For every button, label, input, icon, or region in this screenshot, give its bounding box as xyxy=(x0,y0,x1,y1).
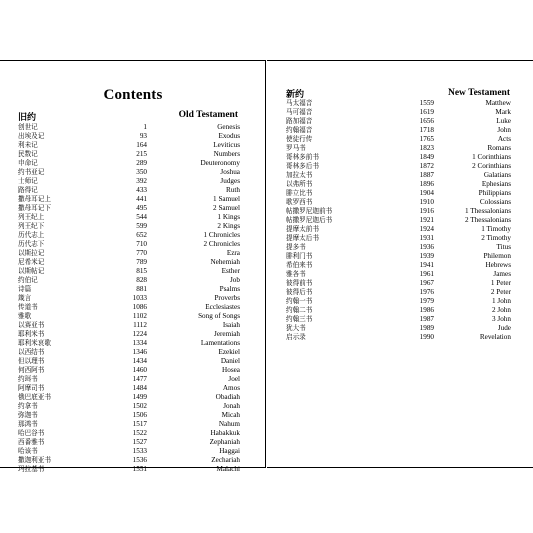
book-name-en: Zechariah xyxy=(211,456,240,464)
book-page-number: 1986 xyxy=(419,306,434,314)
book-page-number: 1910 xyxy=(419,198,434,206)
book-row xyxy=(18,123,240,132)
book-name-cn: 启示录 xyxy=(286,333,306,341)
book-name-cn: 历代志下 xyxy=(18,240,45,248)
book-page-number: 1102 xyxy=(132,312,147,320)
book-name-cn: 弥迦书 xyxy=(18,411,38,419)
book-page-number: 93 xyxy=(139,132,147,140)
book-name-en: Obadiah xyxy=(215,393,240,401)
book-row xyxy=(18,258,240,267)
book-page-number: 1346 xyxy=(132,348,147,356)
book-name-en: Exodus xyxy=(218,132,240,140)
book-name-cn: 何西阿书 xyxy=(18,366,45,374)
book-name-cn: 诗篇 xyxy=(18,285,32,293)
book-page-number: 215 xyxy=(136,150,147,158)
book-name-en: Mark xyxy=(495,108,511,116)
book-page-number: 350 xyxy=(136,168,147,176)
book-row xyxy=(18,231,240,240)
book-row xyxy=(286,189,511,198)
book-page-number: 1460 xyxy=(132,366,147,374)
book-name-cn: 以赛亚书 xyxy=(18,321,45,329)
book-row xyxy=(286,225,511,234)
book-name-cn: 使徒行传 xyxy=(286,135,313,143)
book-name-cn: 罗马书 xyxy=(286,144,306,152)
book-page-number: 599 xyxy=(136,222,147,230)
book-name-en: Daniel xyxy=(220,357,240,365)
book-name-cn: 犹大书 xyxy=(286,324,306,332)
book-name-en: Psalms xyxy=(219,285,240,293)
book-row xyxy=(18,348,240,357)
book-name-cn: 俄巴底亚书 xyxy=(18,393,51,401)
book-row xyxy=(18,375,240,384)
book-page-number: 544 xyxy=(136,213,147,221)
book-name-cn: 雅歌 xyxy=(18,312,32,320)
left-page xyxy=(0,60,266,473)
book-page-number: 1765 xyxy=(419,135,434,143)
book-name-en: Luke xyxy=(496,117,511,125)
book-page-number: 1 xyxy=(143,123,147,131)
book-row xyxy=(18,213,240,222)
book-name-cn: 歌罗西书 xyxy=(286,198,313,206)
book-name-cn: 约珥书 xyxy=(18,375,38,383)
book-page-number: 1086 xyxy=(132,303,147,311)
book-page-number: 1522 xyxy=(132,429,147,437)
book-row xyxy=(18,438,240,447)
book-row xyxy=(18,141,240,150)
book-page-number: 1502 xyxy=(132,402,147,410)
book-row xyxy=(18,186,240,195)
book-name-cn: 彼得前书 xyxy=(286,279,313,287)
book-row xyxy=(18,402,240,411)
book-row xyxy=(286,144,511,153)
book-row xyxy=(18,285,240,294)
book-row xyxy=(18,303,240,312)
book-name-en: Joel xyxy=(228,375,240,383)
book-page-number: 1967 xyxy=(419,279,434,287)
book-name-en: Titus xyxy=(496,243,511,251)
book-name-cn: 耶利米书 xyxy=(18,330,45,338)
book-page-number: 1941 xyxy=(419,261,434,269)
book-row xyxy=(286,261,511,270)
book-page-number: 1718 xyxy=(419,126,434,134)
book-name-en: Lamentations xyxy=(200,339,240,347)
new-testament-heading-cn: 新约 xyxy=(286,90,305,100)
book-page-number: 881 xyxy=(136,285,147,293)
book-row xyxy=(18,339,240,348)
book-page-number: 433 xyxy=(136,186,147,194)
book-name-cn: 撒迦利亚书 xyxy=(18,456,51,464)
book-name-en: Romans xyxy=(487,144,511,152)
book-name-cn: 彼得后书 xyxy=(286,288,313,296)
book-page-number: 1656 xyxy=(419,117,434,125)
book-row xyxy=(18,195,240,204)
book-row xyxy=(286,306,511,315)
book-row xyxy=(18,132,240,141)
book-page-number: 1499 xyxy=(132,393,147,401)
book-row xyxy=(18,420,240,429)
book-row xyxy=(286,180,511,189)
book-page-number: 1979 xyxy=(419,297,434,305)
book-row xyxy=(286,324,511,333)
book-row xyxy=(286,108,511,117)
book-name-en: Joshua xyxy=(220,168,240,176)
book-row xyxy=(286,216,511,225)
book-name-cn: 马太福音 xyxy=(286,99,313,107)
book-name-en: Revelation xyxy=(479,333,511,341)
book-row xyxy=(286,171,511,180)
book-name-en: Numbers xyxy=(213,150,240,158)
book-name-cn: 约翰福音 xyxy=(286,126,313,134)
book-page-number: 1619 xyxy=(419,108,434,116)
book-name-cn: 哥林多后书 xyxy=(286,162,319,170)
book-name-en: 2 Samuel xyxy=(213,204,240,212)
book-name-cn: 约翰三书 xyxy=(286,315,313,323)
book-name-cn: 民数记 xyxy=(18,150,38,158)
book-name-cn: 玛拉基书 xyxy=(18,465,45,473)
book-page-number: 710 xyxy=(136,240,147,248)
book-row xyxy=(286,162,511,171)
book-name-cn: 腓利门书 xyxy=(286,252,313,260)
book-page-number: 392 xyxy=(136,177,147,185)
book-name-cn: 路得记 xyxy=(18,186,38,194)
book-page-number: 1517 xyxy=(132,420,147,428)
book-page-number: 1849 xyxy=(419,153,434,161)
book-row xyxy=(286,333,511,342)
book-name-en: John xyxy=(497,126,511,134)
book-name-cn: 撒母耳记上 xyxy=(18,195,51,203)
book-row xyxy=(286,234,511,243)
new-testament-heading-en: New Testament xyxy=(447,88,510,98)
book-row xyxy=(286,135,511,144)
book-name-en: 1 Samuel xyxy=(213,195,240,203)
book-name-en: Colossians xyxy=(479,198,511,206)
book-row xyxy=(18,456,240,465)
book-page-number: 1987 xyxy=(419,315,434,323)
book-name-en: 2 John xyxy=(492,306,511,314)
book-name-en: Acts xyxy=(497,135,511,143)
book-page-number: 652 xyxy=(136,231,147,239)
book-row xyxy=(286,315,511,324)
book-page-number: 1484 xyxy=(132,384,147,392)
book-row xyxy=(18,276,240,285)
book-row xyxy=(18,366,240,375)
book-row xyxy=(18,249,240,258)
book-name-en: Ezra xyxy=(226,249,240,257)
book-row xyxy=(18,321,240,330)
book-page-number: 1961 xyxy=(419,270,434,278)
book-name-en: 2 Kings xyxy=(217,222,240,230)
book-page-number: 815 xyxy=(136,267,147,275)
book-name-en: Ruth xyxy=(226,186,240,194)
book-row xyxy=(286,279,511,288)
book-page-number: 1936 xyxy=(419,243,434,251)
book-name-cn: 箴言 xyxy=(18,294,32,302)
book-page-number: 164 xyxy=(136,141,147,149)
book-page-number: 1904 xyxy=(419,189,434,197)
book-name-cn: 约伯记 xyxy=(18,276,38,284)
book-row xyxy=(286,288,511,297)
book-name-cn: 列王纪上 xyxy=(18,213,45,221)
book-page-number: 1989 xyxy=(419,324,434,332)
book-name-en: Nahum xyxy=(218,420,240,428)
book-name-en: 1 Peter xyxy=(490,279,511,287)
book-name-en: 2 Timothy xyxy=(481,234,511,242)
book-page-number: 789 xyxy=(136,258,147,266)
book-row xyxy=(286,198,511,207)
book-name-cn: 以斯拉记 xyxy=(18,249,45,257)
book-name-cn: 创世记 xyxy=(18,123,38,131)
old-testament-heading-en: Old Testament xyxy=(178,110,238,120)
book-name-cn: 出埃及记 xyxy=(18,132,45,140)
book-page-number: 441 xyxy=(136,195,147,203)
book-page-number: 1506 xyxy=(132,411,147,419)
book-row xyxy=(18,177,240,186)
book-name-en: Galatians xyxy=(483,171,511,179)
book-row xyxy=(286,99,511,108)
book-page-number: 1939 xyxy=(419,252,434,260)
book-name-en: Ecclesiastes xyxy=(205,303,240,311)
book-name-en: James xyxy=(493,270,511,278)
book-row xyxy=(18,267,240,276)
book-name-en: Hebrews xyxy=(485,261,511,269)
book-name-en: Habakkuk xyxy=(210,429,240,437)
book-name-en: Jeremiah xyxy=(214,330,240,338)
book-name-cn: 提多书 xyxy=(286,243,306,251)
book-page-number: 1434 xyxy=(132,357,147,365)
book-page-number: 1976 xyxy=(419,288,434,296)
book-row xyxy=(18,465,240,474)
book-page-number: 1533 xyxy=(132,447,147,455)
book-row xyxy=(286,126,511,135)
book-name-cn: 马可福音 xyxy=(286,108,313,116)
book-name-cn: 提摩太后书 xyxy=(286,234,319,242)
book-page-number: 495 xyxy=(136,204,147,212)
book-name-cn: 腓立比书 xyxy=(286,189,313,197)
book-name-cn: 传道书 xyxy=(18,303,38,311)
book-name-cn: 那鸿书 xyxy=(18,420,38,428)
book-name-en: Malachi xyxy=(216,465,240,473)
book-name-en: Ephesians xyxy=(481,180,511,188)
book-name-cn: 以西结书 xyxy=(18,348,45,356)
book-row xyxy=(286,243,511,252)
book-name-cn: 哥林多前书 xyxy=(286,153,319,161)
book-name-cn: 约翰二书 xyxy=(286,306,313,314)
book-page-number: 1334 xyxy=(132,339,147,347)
book-name-en: 1 Corinthians xyxy=(472,153,511,161)
book-page-number: 1551 xyxy=(132,465,147,473)
book-row xyxy=(18,159,240,168)
book-page-number: 1990 xyxy=(419,333,434,341)
book-name-cn: 申命记 xyxy=(18,159,38,167)
book-row xyxy=(286,252,511,261)
book-name-cn: 耶利米哀歌 xyxy=(18,339,51,347)
book-row xyxy=(18,294,240,303)
book-name-en: Jude xyxy=(497,324,511,332)
old-testament-heading-cn: 旧约 xyxy=(18,113,37,123)
book-row xyxy=(286,153,511,162)
book-page-number: 1477 xyxy=(132,375,147,383)
book-row xyxy=(18,150,240,159)
book-page-number: 1527 xyxy=(132,438,147,446)
book-name-en: Genesis xyxy=(217,123,240,131)
book-row xyxy=(18,240,240,249)
book-name-en: Judges xyxy=(220,177,240,185)
book-name-cn: 列王纪下 xyxy=(18,222,45,230)
book-name-cn: 约书亚记 xyxy=(18,168,45,176)
book-name-en: 3 John xyxy=(492,315,511,323)
book-row xyxy=(18,447,240,456)
book-row xyxy=(286,270,511,279)
book-page-number: 1872 xyxy=(419,162,434,170)
book-name-en: 1 Kings xyxy=(217,213,240,221)
book-name-en: 2 Corinthians xyxy=(472,162,511,170)
book-name-cn: 希伯来书 xyxy=(286,261,313,269)
book-page-number: 1224 xyxy=(132,330,147,338)
right-page xyxy=(267,60,533,468)
book-name-en: Philippians xyxy=(478,189,511,197)
book-name-en: Proverbs xyxy=(214,294,240,302)
book-name-en: 1 Thessalonians xyxy=(465,207,511,215)
book-name-cn: 以弗所书 xyxy=(286,180,313,188)
book-row xyxy=(286,297,511,306)
book-row xyxy=(18,429,240,438)
book-name-cn: 提摩太前书 xyxy=(286,225,319,233)
book-row xyxy=(18,384,240,393)
book-name-cn: 帖撒罗尼迦前书 xyxy=(286,207,333,215)
book-name-en: Ezekiel xyxy=(218,348,240,356)
book-page-number: 1931 xyxy=(419,234,434,242)
book-name-en: Amos xyxy=(222,384,240,392)
book-name-cn: 约翰一书 xyxy=(286,297,313,305)
book-row xyxy=(18,411,240,420)
book-name-cn: 但以理书 xyxy=(18,357,45,365)
book-name-cn: 哈该书 xyxy=(18,447,38,455)
book-page-number: 1887 xyxy=(419,171,434,179)
book-row xyxy=(18,222,240,231)
book-name-cn: 历代志上 xyxy=(18,231,45,239)
book-name-cn: 加拉太书 xyxy=(286,171,313,179)
book-name-cn: 路加福音 xyxy=(286,117,313,125)
book-name-en: Micah xyxy=(221,411,240,419)
book-name-en: Nehemiah xyxy=(210,258,240,266)
book-page-number: 1112 xyxy=(133,321,147,329)
book-page-number: 289 xyxy=(136,159,147,167)
book-row xyxy=(18,393,240,402)
book-name-cn: 约拿书 xyxy=(18,402,38,410)
book-row xyxy=(18,168,240,177)
book-name-en: Job xyxy=(230,276,240,284)
book-page-number: 1823 xyxy=(419,144,434,152)
book-name-cn: 撒母耳记下 xyxy=(18,204,51,212)
book-row xyxy=(286,117,511,126)
book-name-en: 2 Thessalonians xyxy=(465,216,511,224)
book-name-en: 2 Peter xyxy=(490,288,511,296)
book-row xyxy=(18,357,240,366)
book-row xyxy=(18,330,240,339)
book-name-cn: 尼希米记 xyxy=(18,258,45,266)
book-name-en: Zephaniah xyxy=(209,438,240,446)
book-page-number: 1559 xyxy=(419,99,434,107)
book-name-en: Haggai xyxy=(219,447,240,455)
book-page-number: 1916 xyxy=(419,207,434,215)
book-name-en: Esther xyxy=(221,267,240,275)
book-name-cn: 哈巴谷书 xyxy=(18,429,45,437)
book-name-cn: 阿摩司书 xyxy=(18,384,45,392)
book-name-en: Deuteronomy xyxy=(200,159,240,167)
book-name-en: 1 John xyxy=(492,297,511,305)
book-name-en: Jonah xyxy=(223,402,240,410)
book-name-cn: 利未记 xyxy=(18,141,38,149)
book-name-cn: 雅各书 xyxy=(286,270,306,278)
book-page-number: 1896 xyxy=(419,180,434,188)
book-page-number: 1536 xyxy=(132,456,147,464)
book-name-en: 1 Chronicles xyxy=(203,231,240,239)
book-name-cn: 帖撒罗尼迦后书 xyxy=(286,216,333,224)
book-name-en: Philemon xyxy=(483,252,511,260)
book-row xyxy=(18,204,240,213)
book-page-number: 770 xyxy=(136,249,147,257)
book-name-cn: 士师记 xyxy=(18,177,38,185)
book-row xyxy=(286,207,511,216)
book-name-en: Song of Songs xyxy=(198,312,240,320)
book-name-en: Leviticus xyxy=(213,141,240,149)
book-name-en: 2 Chronicles xyxy=(203,240,240,248)
book-page-number: 1033 xyxy=(132,294,147,302)
book-name-en: Hosea xyxy=(222,366,240,374)
book-name-en: Matthew xyxy=(485,99,511,107)
book-name-cn: 以斯帖记 xyxy=(18,267,45,275)
book-page-number: 828 xyxy=(136,276,147,284)
book-page-number: 1921 xyxy=(419,216,434,224)
book-page-number: 1924 xyxy=(419,225,434,233)
book-name-en: Isaiah xyxy=(222,321,240,329)
book-name-en: 1 Timothy xyxy=(481,225,511,233)
book-name-cn: 西番雅书 xyxy=(18,438,45,446)
contents-title: Contents xyxy=(103,87,163,103)
book-row xyxy=(18,312,240,321)
